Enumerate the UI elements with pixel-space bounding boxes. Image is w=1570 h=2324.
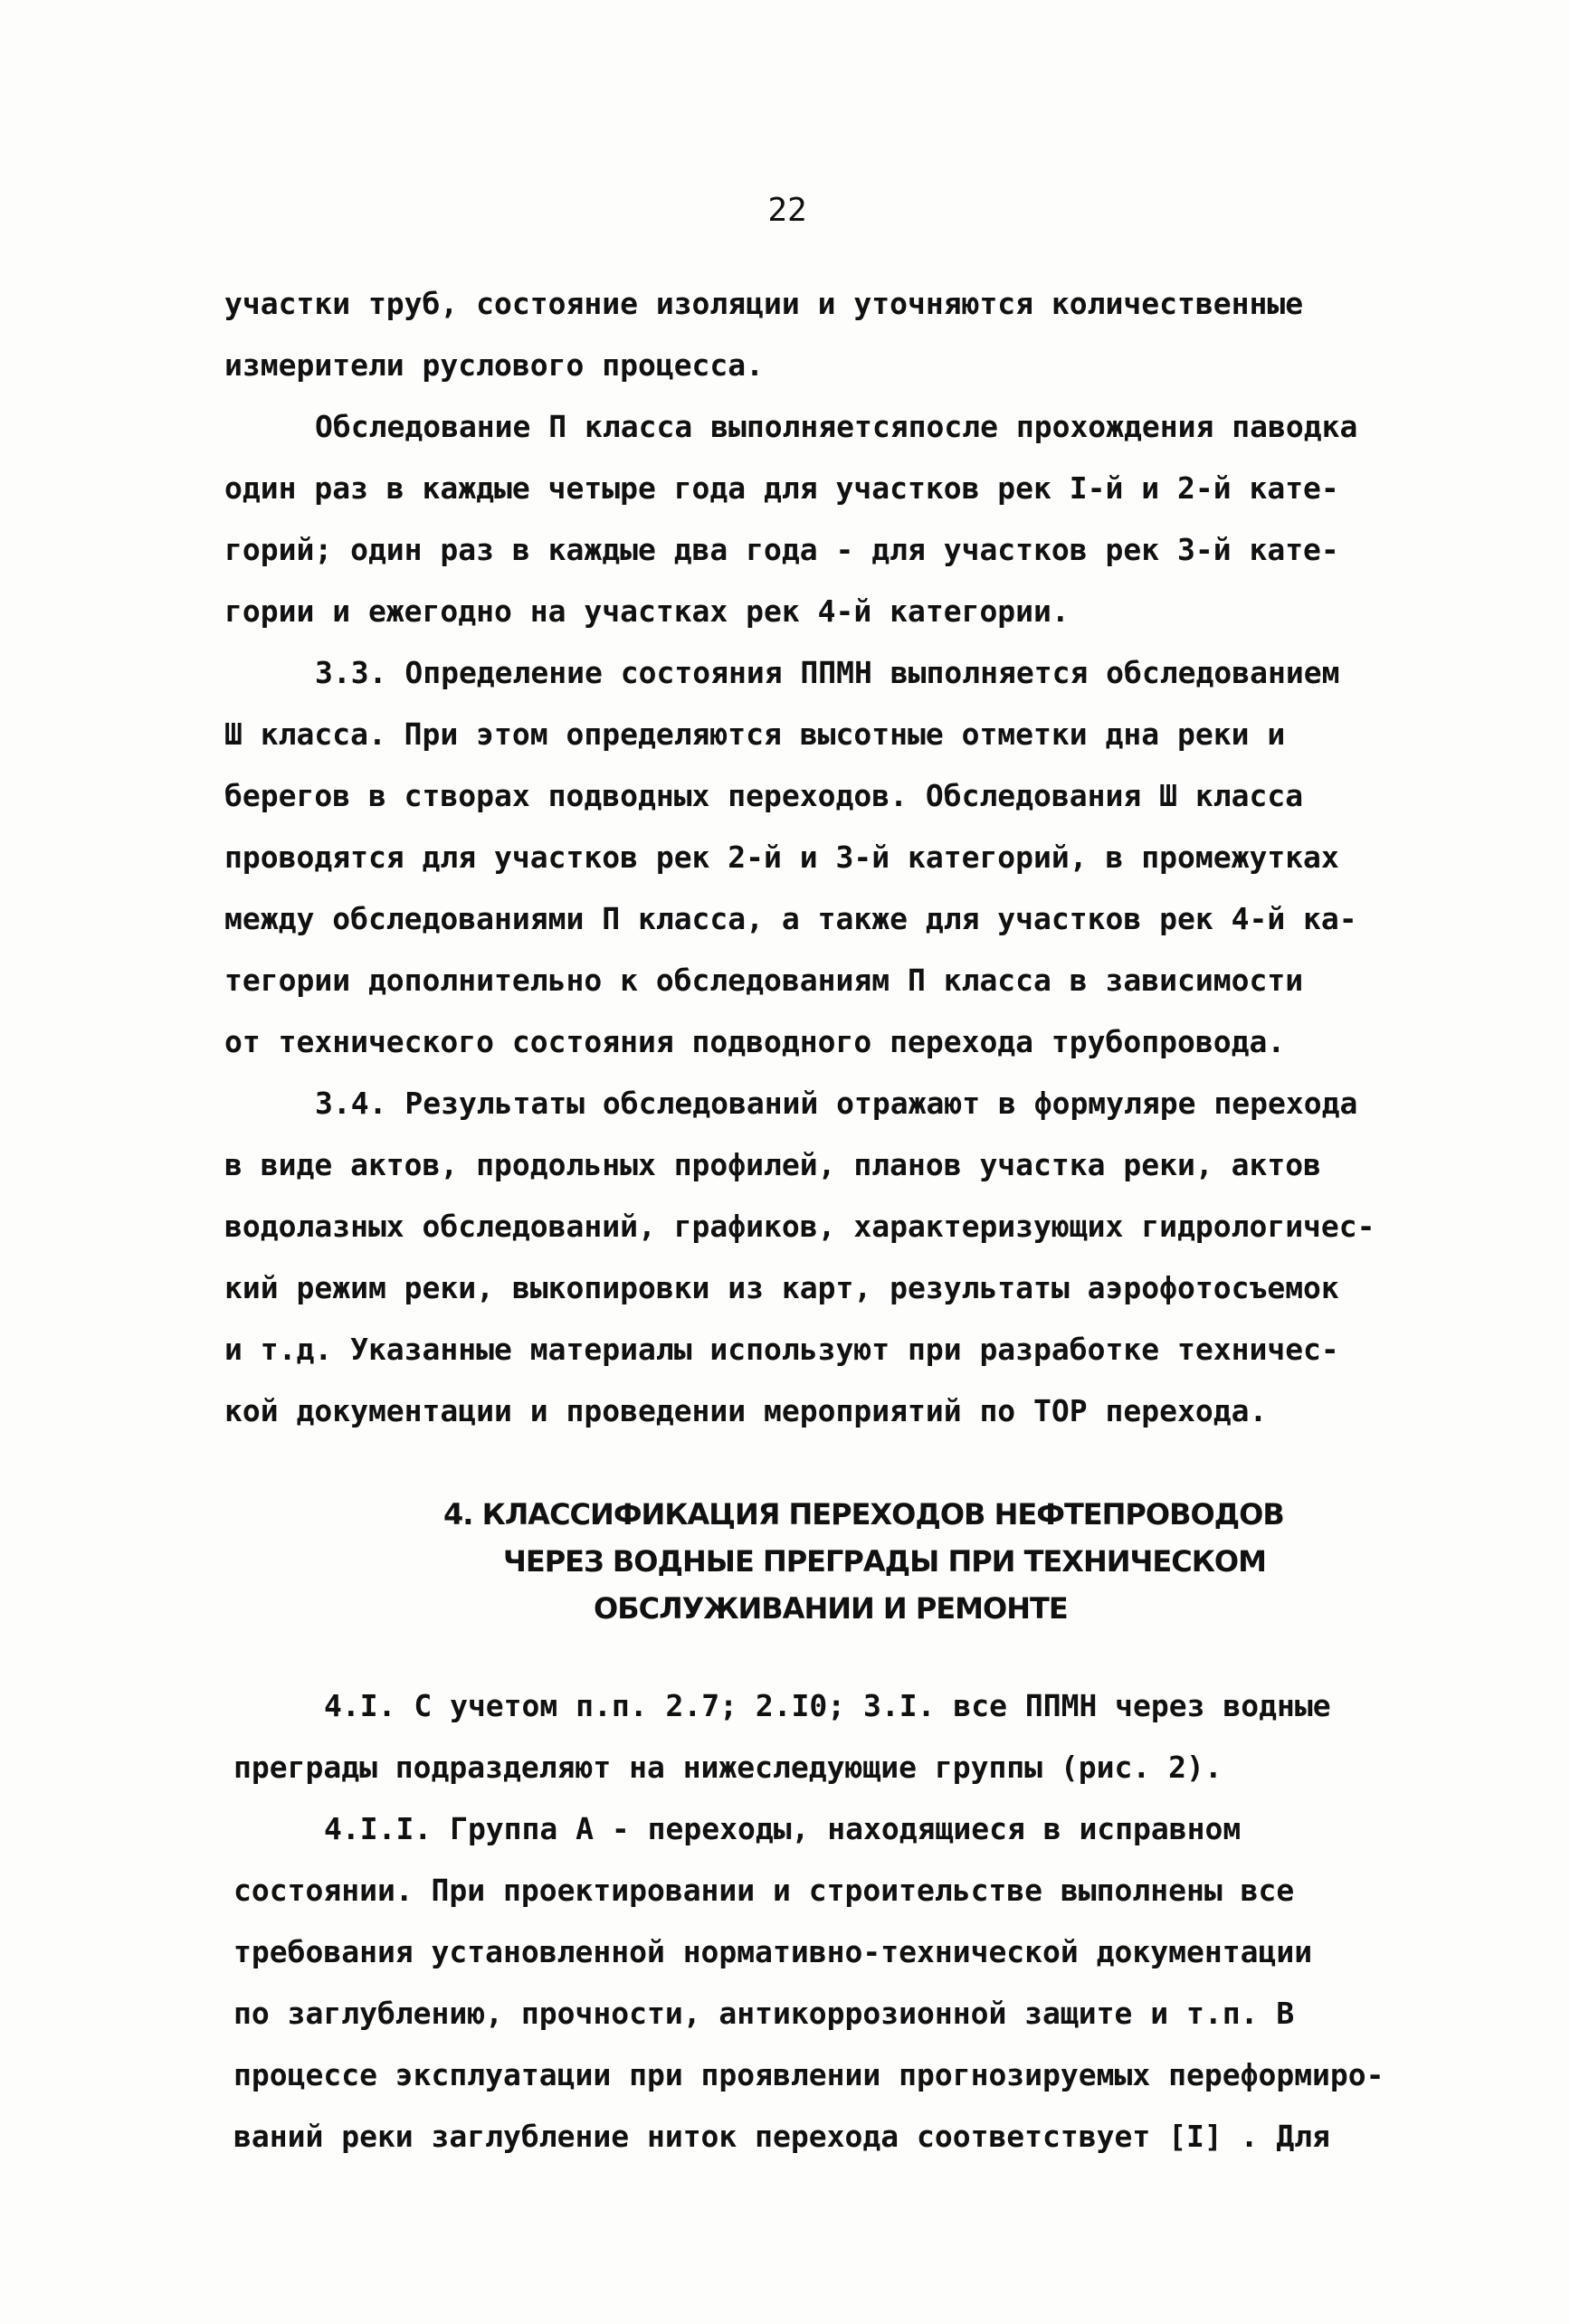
text-line: процессе эксплуатации при проявлении прогнозируемых переформиро- [233, 2057, 1384, 2092]
text-line: гории и ежегодно на участках рек 4-й категории. [224, 593, 1070, 629]
heading-line-1: 4. КЛАССИФИКАЦИЯ ПЕРЕХОДОВ НЕФТЕПРОВОДОВ [443, 1497, 1284, 1532]
text-line: кой документации и проведении мероприятий по ТОР перехода. [224, 1393, 1268, 1428]
text-line: между обследованиями П класса, а также для участков рек 4-й ка- [224, 901, 1357, 936]
text-line: участки труб, состояние изоляции и уточняются количественные [224, 286, 1304, 321]
body-text-upper [224, 273, 1419, 1442]
text-line: по заглублению, прочности, антикоррозионной защите и т.п. В [233, 1996, 1295, 2031]
text-line: водолазных обследований, графиков, характеризующих гидрологичес- [224, 1209, 1375, 1244]
text-line: в виде актов, продольных профилей, планов участка реки, актов [224, 1147, 1321, 1182]
body-text-lower [233, 1675, 1428, 2167]
section-heading [434, 1491, 1284, 1632]
text-line: и т.д. Указанные материалы используют при разработке техничес- [224, 1332, 1339, 1367]
page-number: 22 [767, 192, 807, 229]
text-line: преграды подразделяют на нижеследующие группы (рис. 2). [233, 1750, 1223, 1785]
heading-line-2: ЧЕРЕЗ ВОДНЫЕ ПРЕГРАДЫ ПРИ ТЕХНИЧЕСКОМ [503, 1544, 1266, 1579]
text-line: 4.I. С учетом п.п. 2.7; 2.I0; 3.I. все ППМН через водные [324, 1688, 1331, 1723]
text-line: тегории дополнительно к обследованиям П класса в зависимости [224, 963, 1304, 998]
text-line: от технического состояния подводного перехода трубопровода. [224, 1024, 1286, 1059]
text-line: Обследование П класса выполняетсяпосле прохождения паводка [315, 409, 1358, 444]
text-line: 3.3. Определение состояния ППМН выполняется обследованием [315, 655, 1340, 690]
text-line: измерители руслового процесса. [224, 347, 765, 383]
text-line: 4.I.I. Группа А - переходы, находящиеся в исправном [324, 1811, 1242, 1846]
text-line: один раз в каждые четыре года для участков рек I-й и 2-й кате- [224, 470, 1339, 506]
text-line: проводятся для участков рек 2-й и 3-й категорий, в промежутках [224, 839, 1339, 875]
text-line: требования установленной нормативно-технической документации [233, 1934, 1313, 1969]
text-line: кий режим реки, выкопировки из карт, результаты аэрофотосъемок [224, 1270, 1339, 1305]
text-line: берегов в створах подводных переходов. Обследования Ш класса [224, 778, 1304, 813]
heading-line-3: ОБСЛУЖИВАНИИ И РЕМОНТЕ [594, 1591, 1068, 1626]
text-line: горий; один раз в каждые два года - для участков рек 3-й кате- [224, 532, 1339, 567]
text-line: Ш класса. При этом определяются высотные отметки дна реки и [224, 716, 1286, 752]
text-line: ваний реки заглубление ниток перехода соответствует [I] . Для [233, 2119, 1330, 2154]
text-line: 3.4. Результаты обследований отражают в формуляре перехода [315, 1086, 1358, 1121]
text-line: состоянии. При проектировании и строительстве выполнены все [233, 1873, 1295, 1908]
